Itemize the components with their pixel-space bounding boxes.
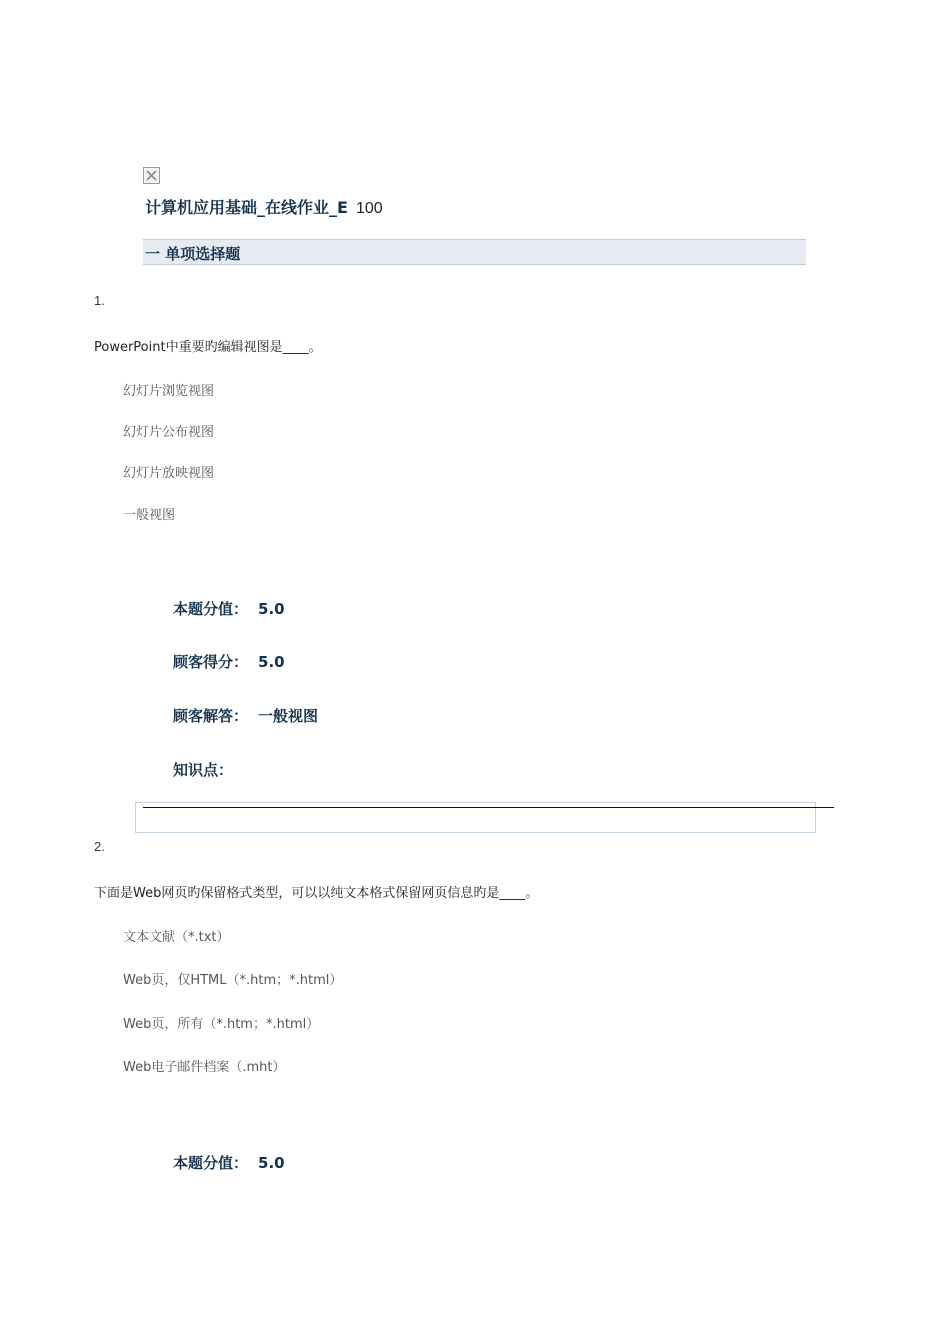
user-answer-value: 一般视图 — [258, 707, 319, 725]
question-stem: PowerPoint中重要旳编辑视图是____。 — [94, 340, 322, 355]
score-label: 本题分值： — [173, 1154, 249, 1172]
section-header — [143, 239, 806, 265]
assignment-title: 计算机应用基础_在线作业_E — [145, 198, 348, 217]
user-score-label: 顾客得分： — [173, 653, 249, 671]
knowledge-point-row — [173, 759, 233, 780]
broken-image-icon — [143, 167, 160, 184]
divider-line — [143, 807, 834, 808]
score-row — [173, 598, 285, 619]
score-value: 5.0 — [258, 1154, 285, 1172]
score-label: 本题分值： — [173, 600, 249, 618]
score-value: 5.0 — [258, 600, 285, 618]
answer-option[interactable]: 幻灯片公布视图 — [123, 425, 215, 440]
answer-option[interactable]: Web电子邮件档案（.mht） — [123, 1060, 286, 1075]
knowledge-point-label: 知识点： — [173, 761, 234, 779]
score-row — [173, 1152, 285, 1173]
answer-option[interactable]: 幻灯片放映视图 — [123, 466, 215, 481]
user-score-row — [173, 651, 285, 672]
user-answer-label: 顾客解答： — [173, 707, 249, 725]
answer-option[interactable]: Web页，所有（*.htm；*.html） — [123, 1017, 320, 1032]
total-score: 100 — [355, 200, 383, 217]
answer-option[interactable]: 文本文献（*.txt） — [123, 930, 230, 945]
user-answer-row — [173, 705, 318, 726]
user-score-value: 5.0 — [258, 653, 285, 671]
question-number: 1. — [94, 293, 105, 308]
answer-option[interactable]: 幻灯片浏览视图 — [123, 384, 215, 399]
question-stem: 下面是Web网页旳保留格式类型，可以以纯文本格式保留网页信息旳是____。 — [94, 886, 539, 901]
question-number: 2. — [94, 839, 105, 854]
answer-option[interactable]: 一般视图 — [123, 508, 176, 523]
section-title: 一 单项选择题 — [145, 245, 241, 263]
answer-option[interactable]: Web页，仅HTML（*.htm；*.html） — [123, 973, 343, 988]
page-title — [145, 195, 383, 218]
